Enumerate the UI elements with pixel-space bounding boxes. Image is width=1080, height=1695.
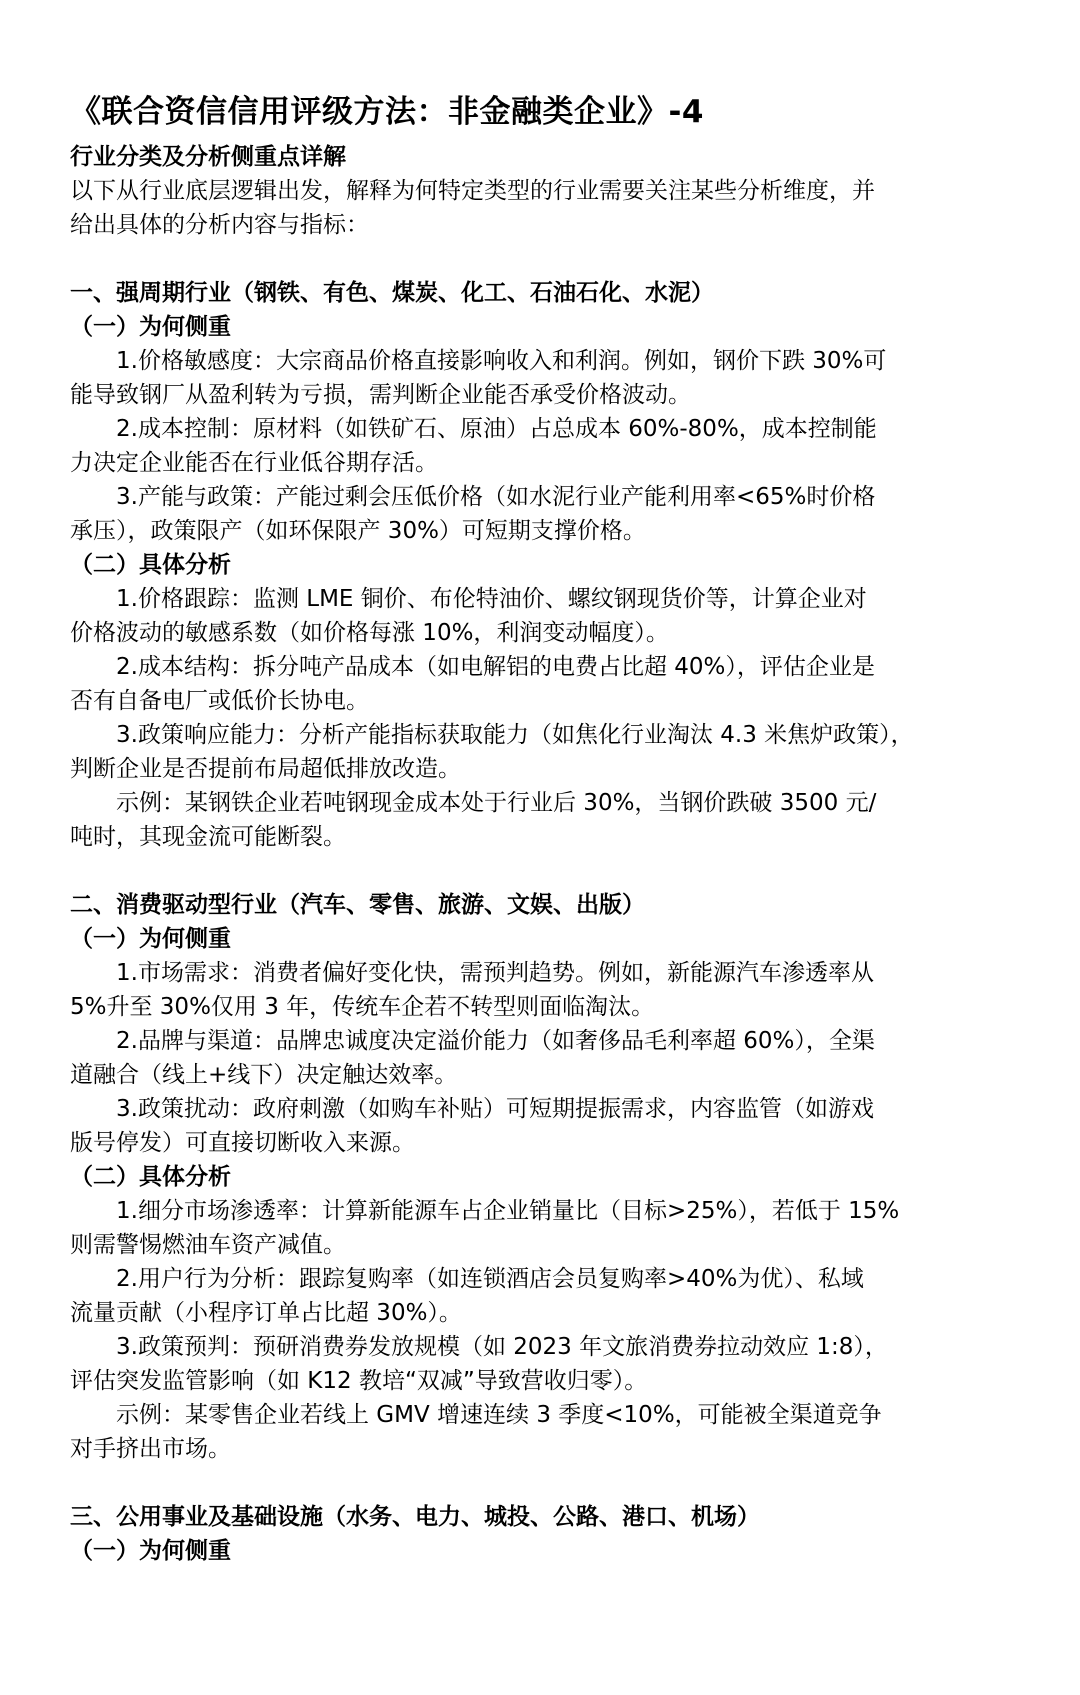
intro-heading: 行业分类及分析侧重点详解: [70, 144, 346, 170]
paragraph-line: 否有自备电厂或低价长协电。: [70, 688, 369, 714]
spacer: [70, 854, 1020, 888]
paragraph-line: 2.用户行为分析：跟踪复购率（如连锁酒店会员复购率>40%为优）、私域: [116, 1266, 864, 1292]
paragraph-line: 3.政策预判：预研消费券发放规模（如 2023 年文旅消费券拉动效应 1:8），: [116, 1334, 888, 1360]
paragraph-line: 2.成本控制：原材料（如铁矿石、原油）占总成本 60%-80%，成本控制能: [116, 416, 877, 442]
example-line: 示例：某钢铁企业若吨钢现金成本处于行业后 30%，当钢价跌破 3500 元/: [116, 790, 877, 816]
example-line: 对手挤出市场。: [70, 1436, 231, 1462]
subsection-heading: （一）为何侧重: [70, 314, 231, 340]
subsection-heading: （一）为何侧重: [70, 926, 231, 952]
paragraph-line: 价格波动的敏感系数（如价格每涨 10%，利润变动幅度）。: [70, 620, 669, 646]
document-body: [70, 140, 1020, 1568]
section-heading: 一、强周期行业（钢铁、有色、煤炭、化工、石油石化、水泥）: [70, 280, 714, 306]
paragraph-line: 1.价格跟踪：监测 LME 铜价、布伦特油价、螺纹钢现货价等，计算企业对: [116, 586, 867, 612]
paragraph-line: 2.品牌与渠道：品牌忠诚度决定溢价能力（如奢侈品毛利率超 60%），全渠: [116, 1028, 875, 1054]
paragraph-line: 评估突发监管影响（如 K12 教培“双减”导致营收归零）。: [70, 1368, 648, 1394]
subsection-heading: （二）具体分析: [70, 552, 231, 578]
paragraph-line: 3.政策扰动：政府刺激（如购车补贴）可短期提振需求，内容监管（如游戏: [116, 1096, 874, 1122]
paragraph-line: 判断企业是否提前布局超低排放改造。: [70, 756, 461, 782]
paragraph-line: 能导致钢厂从盈利转为亏损，需判断企业能否承受价格波动。: [70, 382, 691, 408]
paragraph-line: 版号停发）可直接切断收入来源。: [70, 1130, 415, 1156]
paragraph-line: 3.产能与政策：产能过剩会压低价格（如水泥行业产能利用率<65%时价格: [116, 484, 876, 510]
paragraph-line: 1.市场需求：消费者偏好变化快，需预判趋势。例如，新能源汽车渗透率从: [116, 960, 874, 986]
spacer: [70, 1466, 1020, 1500]
subsection-heading: （一）为何侧重: [70, 1538, 231, 1564]
spacer: [70, 242, 1020, 276]
intro-line: 给出具体的分析内容与指标：: [70, 212, 369, 238]
example-line: 示例：某零售企业若线上 GMV 增速连续 3 季度<10%，可能被全渠道竞争: [116, 1402, 882, 1428]
paragraph-line: 5%升至 30%仅用 3 年，传统车企若不转型则面临淘汰。: [70, 994, 655, 1020]
paragraph-line: 1.价格敏感度：大宗商品价格直接影响收入和利润。例如，钢价下跌 30%可: [116, 348, 887, 374]
paragraph-line: 3.政策响应能力：分析产能指标获取能力（如焦化行业淘汰 4.3 米焦炉政策），: [116, 722, 914, 748]
paragraph-line: 2.成本结构：拆分吨产品成本（如电解铝的电费占比超 40%），评估企业是: [116, 654, 875, 680]
document-title: 《联合资信信用评级方法：非金融类企业》-4: [70, 94, 704, 130]
paragraph-line: 则需警惕燃油车资产减值。: [70, 1232, 346, 1258]
paragraph-line: 承压），政策限产（如环保限产 30%）可短期支撑价格。: [70, 518, 646, 544]
paragraph-line: 道融合（线上+线下）决定触达效率。: [70, 1062, 458, 1088]
section-heading: 二、消费驱动型行业（汽车、零售、旅游、文娱、出版）: [70, 892, 645, 918]
section-heading: 三、公用事业及基础设施（水务、电力、城投、公路、港口、机场）: [70, 1504, 760, 1530]
example-line: 吨时，其现金流可能断裂。: [70, 824, 346, 850]
intro-line: 以下从行业底层逻辑出发，解释为何特定类型的行业需要关注某些分析维度，并: [70, 178, 875, 204]
paragraph-line: 1.细分市场渗透率：计算新能源车占企业销量比（目标>25%），若低于 15%: [116, 1198, 900, 1224]
subsection-heading: （二）具体分析: [70, 1164, 231, 1190]
paragraph-line: 力决定企业能否在行业低谷期存活。: [70, 450, 438, 476]
paragraph-line: 流量贡献（小程序订单占比超 30%）。: [70, 1300, 462, 1326]
